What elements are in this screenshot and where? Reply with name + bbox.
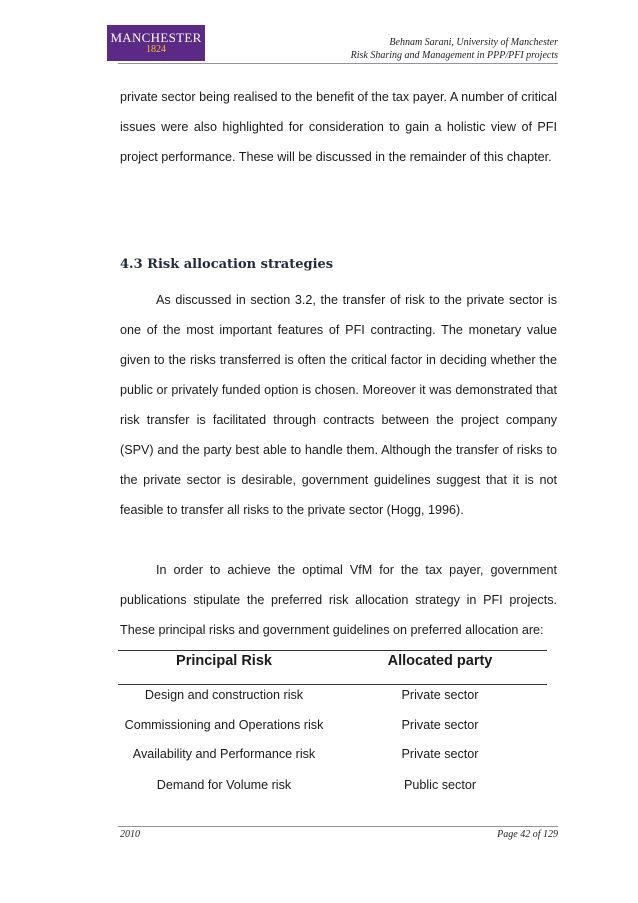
logo-year: 1824 bbox=[146, 44, 166, 55]
table-top-rule bbox=[118, 650, 547, 651]
table-header-party: Allocated party bbox=[387, 653, 493, 669]
table-cell-risk: Availability and Performance risk bbox=[132, 747, 316, 761]
logo-name: MANCHESTER bbox=[110, 30, 202, 45]
footer-page-number: Page 42 of 129 bbox=[497, 829, 558, 840]
table-cell-risk: Commissioning and Operations risk bbox=[124, 718, 324, 732]
header-author: Behnam Sarani, University of Manchester bbox=[389, 37, 558, 48]
table-cell-party: Private sector bbox=[401, 718, 479, 732]
table-cell-party: Public sector bbox=[403, 778, 477, 792]
footer-year: 2010 bbox=[120, 829, 140, 840]
table-cell-risk: Demand for Volume risk bbox=[156, 778, 292, 792]
table-cell-risk: Design and construction risk bbox=[144, 688, 304, 702]
table-header-rule bbox=[118, 684, 547, 685]
table-cell-party: Private sector bbox=[401, 688, 479, 702]
header-divider bbox=[118, 63, 558, 64]
paragraph-2: As discussed in section 3.2, the transfer of risk to the private sector is one of the most important features of PFI contracting. The monetary value given to the risks transferred is often the critical factor in deciding whether the public or privately funded option is chosen. Moreover it was demonstrated that risk transfer is facilitated through contracts between the project company (SPV) and the party best able to handle them. Although the transfer of risks to the private sector is desirable, government guidelines suggest that it is not feasible to transfer all risks to the private sector (Hogg, 1996). bbox=[120, 293, 557, 517]
paragraph-3: In order to achieve the optimal VfM for the tax payer, government publications stipulate the preferred risk allocation strategy in PFI projects. These principal risks and government guidelines on preferred allocation are: bbox=[120, 563, 557, 637]
running-header bbox=[351, 36, 558, 62]
footer-divider bbox=[118, 826, 558, 827]
table-cell-party: Private sector bbox=[401, 747, 479, 761]
university-logo bbox=[107, 25, 205, 61]
section-heading: 4.3 Risk allocation strategies bbox=[120, 257, 334, 272]
header-title: Risk Sharing and Management in PPP/PFI projects bbox=[350, 50, 558, 61]
paragraph-1: private sector being realised to the benefit of the tax payer. A number of critical issues were also highlighted for consideration to gain a holistic view of PFI project performance. These will be discussed in the remainder of this chapter. bbox=[120, 90, 557, 164]
table-header-risk: Principal Risk bbox=[176, 653, 272, 669]
